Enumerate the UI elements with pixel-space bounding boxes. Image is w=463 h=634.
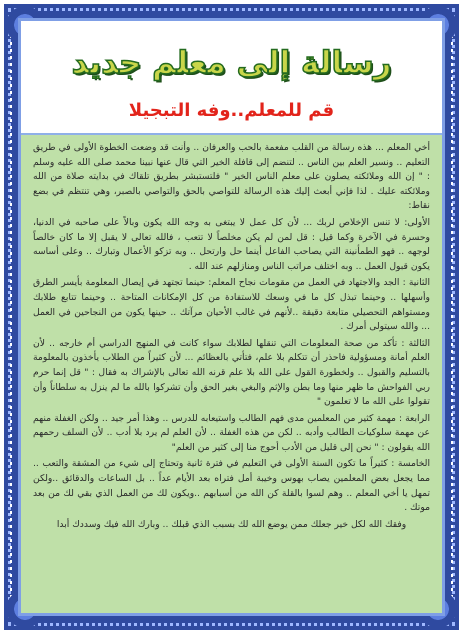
paragraph-fourth: الرابعة : مهمة كثير من المعلمين مدى فهم الطالب واستيعابه للدرس .. وهذا أمر جيد .. ولكن الغفلة منهم عن مهمة سلوكيات الطالب وأدبه .. لكن من هذه الغفلة .. لأن العلم لم يرد بلا أدب .. لأن السلف رحمهم الله يقولون : " نحن إلى قليل من الأدب أحوج منا إلى كثير من العلم" [33,412,430,453]
paragraph-intro: أخي المعلم ... هذه رسالة من القلب مفعمة بالحب والعرفان .. وأنت قد وضعت الخطوة الأولى في طريق التعليم .. ونسير العلم بين الناس .. لتنضم إلى قافلة الخير التي قال عنها نبينا محمد صلى الله عليه وسلم : " إن الله وملائكته يصلون على معلم الناس الخير " فلتستبشر بطريق تلقاك في بدايته صلاة من الله وملائكته عليك . لذا فإني أبعث إليك هذه الرسالة للتواصي بالحق والتواصي بالصبر، وهي تنتظم في بضع نقاط: [33,142,430,212]
letter-body [33,141,430,605]
frame-dots-left [10,28,12,606]
frame-dots-right [451,28,453,606]
page-subtitle: قم للمعلم..وفه التبجيلا [128,100,335,121]
paragraph-closing: وفقك الله لكل خير جعلك ممن يوضع الله لك بسبب الذي قبلك .. وبارك الله فيك وسددك أبدا [56,518,407,530]
header-banner [21,21,442,135]
page-title: رسالة إلى معلم جديد [71,45,392,81]
paragraph-second: الثانية : الجد والاجتهاد في العمل من مقومات نجاح المعلم: حينما تجتهد في إيصال المعلومة بأيسر الطرق وأسهلها .. وحينما تبذل كل ما في وسعك للاستفادة من كل الإمكانات المتاحة .. وحينما تتابع طلابك ومستواهم التحصيلي متابعة دقيقة ..لأنهم في غالب الأحيان مرآتك .. حينها يكون من النجاحين في العمل ... والله سيتولى أمرك . [33,277,430,333]
paragraph-first: الأولى: لا تنس الإخلاص لربك ... لأن كل عمل لا يبتغى به وجه الله يكون وبالاً على صاحبه في الدنيا، وحسرة في الآخرة وكما قيل : قل لمن لم يكن مخلصاً لا تتعب ، فالله تعالى لا يقبل إلا ما كان خالصاً لوجهه .. فهو الطمأنينة التي يصاحب الفاعل أينما حل وارتحل .. وبه تزكو الأعمال وتبارك .. وعلى أساسه يكون قبول العمل .. وبه اختلف مراتب الناس ومنازلهم عند الله . [33,216,430,272]
content-panel [18,18,445,616]
paragraph-third: الثالثة : تأكد من صحة المعلومات التي تنقلها لطلابك سواء كانت في المنهج الدراسي أم خارجه .. لأن العلم أمانة ومسؤولية فاحذر أن تتكلم بلا علم، فتأتي بالعظائم ... لأن كثيراً من الطلاب يأخذون بالمعلومة بالتسليم والقبول .. ولخطورة القول على الله بلا علم قرنه الله تعالى بالإشراك به فقال : " قل إنما حرم ربي الفواحش ما ظهر منها وما بطن والإثم والبغي بغير الحق وأن تشركوا بالله ما لم ينزل به سلطاناً وأن تقولوا على الله ما لا تعلمون " [33,337,430,408]
paragraph-fifth: الخامسة : كثيراً ما تكون السنة الأولى في التعليم في فترة ثانية وتحتاج إلى شيء من المشقة والتعب .. مما يجعل بعض المعلمين يصاب بهوس وخيبة أمل فتراه بعد الأيام عداً .. بل الساعات والدقائق ..ولكن تمهل يا أخي المعلم .. وهم لسوا بالقلة كن الله من أسبابهم ..ويكون لك من العمل الذي بقي لك من بعد موتك . [33,458,430,514]
page-frame [4,4,459,630]
